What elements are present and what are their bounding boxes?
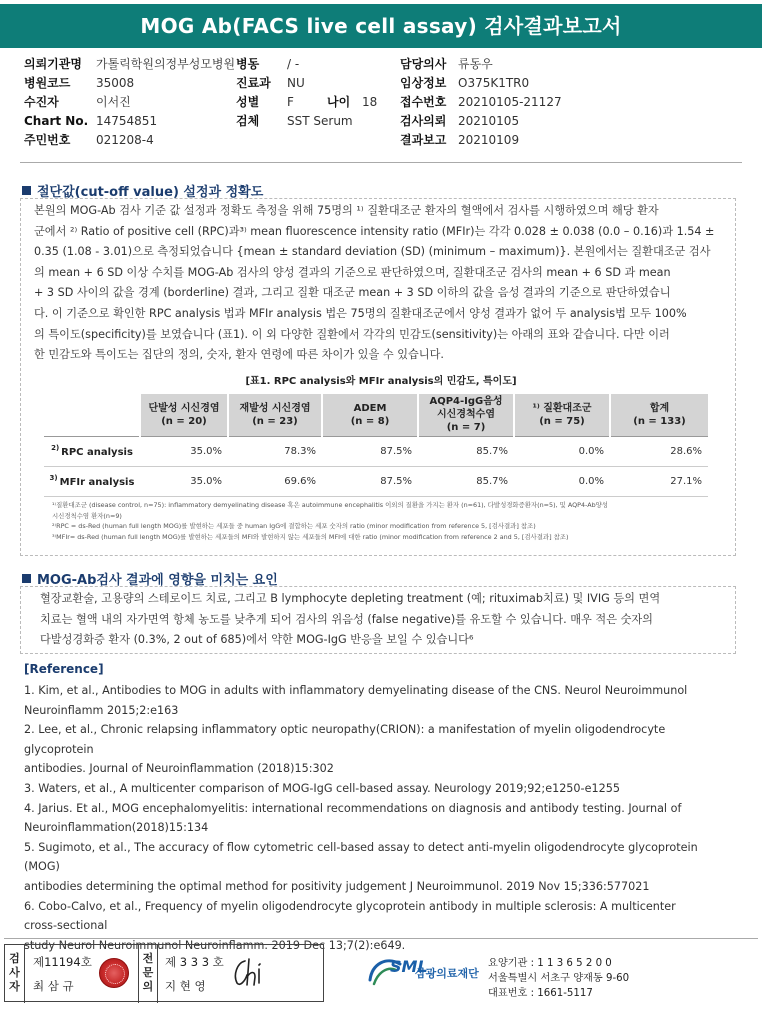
age-label: 나이 (327, 95, 351, 109)
section2-paragraph (40, 589, 720, 651)
clinical-label: 임상정보 (400, 76, 447, 90)
ward-value: / - (287, 57, 300, 71)
doctor-label: 담당의사 (400, 57, 447, 71)
section1-heading-text: 절단값(cut-off value) 설정과 정확도 (37, 185, 264, 200)
footer-divider (4, 938, 758, 939)
para-line: 다. 이 기준으로 확인한 RPC analysis 법과 MFIr analysis 법은 75명의 질환대조군에서 양성 결과가 없어 두 analysis법 모두 100% (34, 306, 687, 320)
tester-label: 검사자 (5, 945, 25, 1003)
bullet-square-icon (22, 186, 31, 195)
header-empty (44, 394, 140, 436)
header-aqp4-negative-nmo: AQP4-IgG음성 시신경척수염 (n = 7) (418, 394, 514, 436)
row-label: $^{3)}$ MFIr analysis (44, 466, 140, 496)
footnote: ³⁾MFIr= ds-Red (human full length MOG)를 발현하는 세포들의 MFI와 발현하지 않는 세포들의 MFI에 대한 ratio (minor modification from reference 2 and 5, [검사결과] 참조) (52, 532, 569, 541)
name-label: 수진자 (24, 95, 59, 109)
para-line: 의 특이도(specificity)를 보였습니다 (표1). 이 외 다양한 질환에서 각각의 민감도(sensitivity)는 아래의 표와 같습니다. 다만 이러 (34, 327, 670, 341)
sensitivity-table (44, 394, 708, 497)
table-cell: 85.7% (418, 436, 514, 466)
foundation-name: 삼광의료재단 (415, 967, 479, 980)
table-cell: 87.5% (322, 436, 418, 466)
reference-line: 4. Jarius. Et al., MOG encephalomyelitis: international recommendations on diagnosis and antibody testing. Journal of (24, 801, 682, 815)
specialist-license-no: 제 3 3 3 호 (165, 955, 224, 969)
para-line: 군에서 ²⁾ Ratio of positive cell (RPC)과³⁾ mean fluorescence intensity ratio (MFIr)는 각각 0.028 ± 0.038 (0.0 – 0.16)과 1.54 ± (34, 224, 715, 238)
reference-line: cross-sectional (24, 919, 108, 933)
reference-heading: [Reference] (24, 662, 104, 676)
table-cell: 0.0% (514, 466, 610, 496)
para-line: 한 민감도와 특이도는 집단의 정의, 숫자, 환자 연령에 따른 차이가 있을 수 있습니다. (34, 348, 444, 362)
signature-icon (229, 955, 269, 991)
chart-value: 14754851 (96, 114, 158, 128)
table-footnotes (52, 500, 712, 542)
para-line: 혈장교환술, 고용량의 스테로이드 치료, 그리고 B lymphocyte depleting treatment (예; rituximab치료) 및 IVIG 등의 면역 (40, 592, 661, 605)
para-line: 치료는 혈액 내의 자가면역 항체 농도를 낮추게 되어 검사의 위음성 (false negative)를 유도할 수 있습니다. 매우 적은 숫자의 (40, 612, 653, 626)
footnote: ¹⁾질환대조군 (disease control, n=75): inflammatory demyelinating disease 혹은 autoimmune encephalitis 이외의 질환을 가지는 환자 (n=61), 다발성경화증환자(n=5), 및 AQP4-Ab양성 (52, 501, 608, 509)
reference-line: 1. Kim, et al., Antibodies to MOG in adults with inflammatory demyelinating disease of the CNS. Neurol Neuroimmunol (24, 684, 688, 697)
ward-label: 병동 (236, 57, 260, 71)
resident-value: 021208-4 (96, 133, 154, 147)
report-label: 결과보고 (400, 133, 447, 147)
table-cell: 78.3% (228, 436, 322, 466)
table-cell: 85.7% (418, 466, 514, 496)
info-row-1 (0, 55, 762, 74)
table-row (44, 436, 708, 466)
req-value: 20210105 (458, 114, 520, 128)
bullet-square-icon (22, 574, 31, 583)
phone: 대표번호 : 1661-5117 (488, 988, 593, 999)
divider (20, 162, 742, 163)
reference-line: 3. Waters, et al., A multicenter comparison of MOG-IgG cell-based assay. Neurology 2019;92;e1250-e1255 (24, 781, 620, 795)
header-total: 합계 (n = 133) (610, 394, 708, 436)
info-row-3 (0, 93, 762, 112)
hospcode-label: 병원코드 (24, 76, 71, 90)
sml-logo-text: SML (390, 957, 428, 976)
signature-box (4, 944, 324, 1002)
header-recurrent-optic-neuritis: 재발성 시신경염 (n = 23) (228, 394, 322, 436)
report-footer (4, 944, 758, 1004)
agency-code: 요양기관 : 1 1 3 6 5 2 0 0 (488, 958, 612, 969)
header-disease-control: ¹⁾ 질환대조군 (n = 75) (514, 394, 610, 436)
reference-line: antibodies determining the optimal method for positivity judgement J Neuroimmunol. 2019 Nov 15;336:577021 (24, 879, 650, 893)
table-cell: 28.6% (610, 436, 708, 466)
reference-line: antibodies. Journal of Neuroinflammation (2018)15:302 (24, 762, 334, 776)
section2-heading-text: MOG-Ab검사 결과에 영향을 미치는 요인 (37, 573, 278, 588)
reference-list (24, 681, 734, 955)
resident-label: 주민번호 (24, 133, 71, 147)
dept-label: 진료과 (236, 76, 271, 90)
receipt-value: 20210105-21127 (458, 95, 562, 109)
doctor-value: 류동우 (458, 57, 493, 71)
tester-name: 최 삼 규 (33, 979, 74, 993)
info-row-2 (0, 74, 762, 93)
para-line: 의 mean + 6 SD 이상 수치를 MOG-Ab 검사의 양성 결과의 기준으로 판단하였으며, 질환대조군 검사의 mean + 6 SD 과 mean (34, 265, 671, 279)
age-value: 18 (362, 95, 378, 109)
name-value: 이서진 (96, 95, 131, 109)
org-label: 의뢰기관명 (24, 57, 82, 71)
reference-line: Neuroinflamm 2015;2:e163 (24, 703, 179, 717)
reference-line: Neuroinflammation(2018)15:134 (24, 821, 209, 835)
dept-value: NU (287, 76, 305, 90)
reference-line: study Neurol Neuroimmunol Neuroinflamm. 2019 Dec 13;7(2):e649. (24, 938, 406, 952)
table-row (44, 466, 708, 496)
specialist-name: 지 현 영 (165, 979, 206, 993)
clinical-value: O375K1TR0 (458, 76, 530, 90)
header-single-optic-neuritis: 단발성 시신경염 (n = 20) (140, 394, 228, 436)
address: 서울특별시 서초구 양재동 9-60 (488, 973, 630, 984)
info-row-5 (0, 131, 762, 150)
table-cell: 87.5% (322, 466, 418, 496)
patient-info (0, 55, 762, 155)
table-cell: 0.0% (514, 436, 610, 466)
specimen-label: 검체 (236, 114, 260, 128)
table-cell: 35.0% (140, 466, 228, 496)
reference-line: 5. Sugimoto, et al., The accuracy of flow cytometric cell-based assay to detect anti-myelin oligodendrocyte glycoprotein (MOG) (24, 840, 698, 874)
report-value: 20210109 (458, 133, 520, 147)
info-row-4 (0, 112, 762, 131)
hospcode-value: 35008 (96, 76, 135, 90)
receipt-label: 접수번호 (400, 95, 447, 109)
sex-label: 성별 (236, 95, 260, 109)
req-label: 검사의뢰 (400, 114, 447, 128)
specialist-label: 전문의 (138, 945, 158, 1003)
footnote: 시신경척수염 환자(n=9) (52, 511, 122, 520)
sex-value: F (287, 95, 294, 109)
table-caption: [표1. RPC analysis와 MFIr analysis의 민감도, 특이도] (245, 376, 517, 387)
report-title: MOG Ab(FACS live cell assay) 검사결과보고서 (0, 4, 762, 48)
table-header-row (44, 394, 708, 436)
para-line: 다발성경화증 환자 (0.3%, 2 out of 685)에서 약한 MOG-IgG 반응을 보일 수 있습니다⁶ (40, 633, 474, 647)
table-cell: 35.0% (140, 436, 228, 466)
specimen-value: SST Serum (287, 114, 353, 128)
reference-line: 6. Cobo-Calvo, et al., Frequency of myelin oligodendrocyte glycoprotein antibody in multiple sclerosis: A multicenter (24, 899, 676, 913)
para-line: 0.35 (1.08 - 3.01)으로 측정되었습니다 {mean ± standard deviation (SD) (minimum – maximum)}. 본원에서는 질환대조군 검사 (34, 245, 711, 259)
tester-license-no: 제11194호 (33, 955, 92, 969)
para-line: 본원의 MOG-Ab 검사 기준 값 설정과 정확도 측정을 위해 75명의 ¹⁾ 질환대조군 환자의 혈액에서 검사를 시행하였으며 해당 환자 (34, 204, 659, 217)
section1-paragraph (34, 201, 724, 366)
header-adem: ADEM (n = 8) (322, 394, 418, 436)
chart-label: Chart No. (24, 114, 89, 128)
row-label: $^{2)}$ RPC analysis (44, 436, 140, 466)
reference-line: 2. Lee, et al., Chronic relapsing inflammatory optic neuropathy(CRION): a manifestation of myelin oligodendrocyte glycoprotein (24, 723, 666, 756)
table-cell: 69.6% (228, 466, 322, 496)
org-value: 가톨릭학원의정부성모병원 (96, 57, 236, 71)
red-seal-stamp (99, 958, 129, 988)
para-line: + 3 SD 사이의 값을 경계 (borderline) 결과, 그리고 질환 대조군 mean + 3 SD 이하의 값을 음성 결과의 기준으로 판단하였습니 (34, 286, 671, 300)
footnote: ²⁾RPC = ds-Red (human full length MOG)를 발현하는 세포들 중 human IgG에 결합하는 세포 숫자의 ratio (minor modification from reference 5, [검사결과] 참조) (52, 522, 536, 530)
table-cell: 27.1% (610, 466, 708, 496)
